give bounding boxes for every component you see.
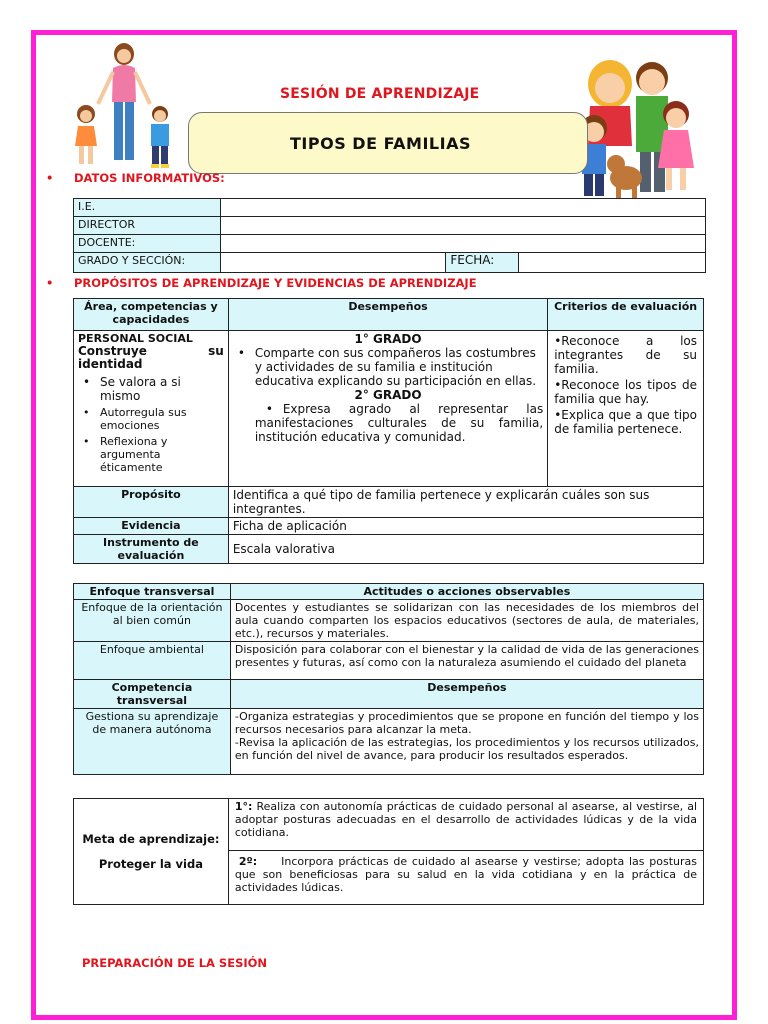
meta-grado1-text: Realiza con autonomía prácticas de cuidado personal al asearse, al vestirse, al adoptar posturas adecuadas en el desarrollo de actividades lúdicas y de la vida cotidiana. [234,800,697,839]
docente-value[interactable] [220,235,705,253]
desempeno-1: • Comparte con sus compañeros las costumbres y actividades de su familia e institución educativa explicando su participación en ellas. [233,346,543,388]
instrumento-value: Escala valorativa [228,535,703,564]
section-propositos-heading: • PROPÓSITOS DE APRENDIZAJE Y EVIDENCIAS DE APRENDIZAJE [46,276,477,290]
meta-label: Meta de aprendizaje: [82,831,220,846]
meta-grado1 [228,799,703,851]
meta-sublabel: Proteger la vida [98,856,203,871]
ie-label: I.E. [74,199,221,217]
header-desempenos-2: Desempeños [230,680,703,709]
instrumento-label: Instrumento de evaluación [74,535,229,564]
page-title: TIPOS DE FAMILIAS [290,134,471,153]
table-row [74,217,706,235]
table-row [74,199,706,217]
header-criterios: Criterios de evaluación [548,299,704,331]
grado2-heading: 2° GRADO [354,388,422,402]
meta-grado2 [228,851,703,905]
preparacion-heading: PREPARACIÓN DE LA SESIÓN [82,956,268,970]
table-row [74,331,704,487]
criterios-cell [548,331,704,487]
proposito-value: Identifica a qué tipo de familia pertenece y explicarán cuáles son sus integrantes. [228,487,703,518]
desempenos-cell [228,331,547,487]
table-row [74,584,704,600]
table-row [74,487,704,518]
table-row [74,709,704,775]
table-row [74,235,706,253]
datos-table [73,198,706,273]
desempeno-organiza: -Organiza estrategias y procedimientos que se propone en función del tiempo y los recursos necesarios para alcanzar la meta. [234,710,699,736]
grado-value[interactable] [220,253,446,273]
table-row [74,642,704,680]
mother-children-illustration [66,42,184,170]
enfoque-bien-comun: Enfoque de la orientación al bien común [74,600,231,642]
competencia-gestiona: Gestiona su aprendizaje de manera autónoma [74,709,231,775]
evidencia-value: Ficha de aplicación [228,518,703,535]
list-item: • Reflexiona y argumenta éticamente [78,435,224,474]
table-row [74,253,706,273]
list-item: • Autorregula sus emociones [78,406,224,432]
director-label: DIRECTOR [74,217,221,235]
section-propositos-label: PROPÓSITOS DE APRENDIZAJE Y EVIDENCIAS DE APRENDIZAJE [74,276,477,290]
enfoques-table [73,583,704,775]
meta-grado2-label: 2º: [238,855,258,868]
director-value[interactable] [220,217,705,235]
header-competencia: Competencia transversal [74,680,231,709]
meta-grado2-text: Incorpora prácticas de cuidado al asearse y vestirse; adopta las posturas que son beneficiosas para su salud en la vida cotidiana y en la práctica de actividades lúdicas. [234,855,697,894]
table-row [74,518,704,535]
enfoque-bien-comun-text: Docentes y estudiantes se solidarizan con las necesidades de los miembros del aula cuando comparten los espacios educativos (sectores de aula, de materiales, etc.), recursos y materiales. [230,600,703,642]
area-cell [74,331,229,487]
propositos-table [73,298,704,564]
criterio-3: •Explica que a que tipo de familia pertenece. [554,408,697,436]
ie-value[interactable] [220,199,705,217]
section-datos-label: DATOS INFORMATIVOS: [74,171,225,185]
meta-grado1-label: 1°: [234,800,253,813]
area-name: PERSONAL SOCIAL [78,332,193,345]
competencia-desempenos [230,709,703,775]
table-row [74,600,704,642]
criterio-2: •Reconoce los tipos de familia que hay. [554,378,697,406]
fecha-value[interactable] [519,253,706,273]
competencia-name: Construye su identidad [78,344,224,371]
header-desempenos: Desempeños [228,299,547,331]
evidencia-label: Evidencia [74,518,229,535]
enfoque-ambiental: Enfoque ambiental [74,642,231,680]
docente-label: DOCENTE: [74,235,221,253]
table-row [74,535,704,564]
table-row [74,680,704,709]
header-actitudes: Actitudes o acciones observables [230,584,703,600]
session-title: SESIÓN DE APRENDIZAJE [280,86,480,102]
header-area: Área, competencias y capacidades [74,299,229,331]
list-item: • Se valora a si mismo [78,375,224,403]
criterio-1: •Reconoce a los integrantes de su familia. [554,334,697,376]
grado1-heading: 1° GRADO [354,332,422,346]
meta-label-cell [74,799,229,905]
table-row [74,299,704,331]
table-row [74,799,704,851]
proposito-label: Propósito [74,487,229,518]
meta-table [73,798,704,905]
header-enfoque: Enfoque transversal [74,584,231,600]
section-datos-heading: • DATOS INFORMATIVOS: [46,171,225,185]
enfoque-ambiental-text: Disposición para colaborar con el bienestar y la calidad de vida de las generaciones presentes y futuras, así como con la naturaleza asumiendo el cuidado del planeta [230,642,703,680]
grado-label: GRADO Y SECCIÓN: [74,253,221,273]
desempeno-2: • Expresa agrado al representar las manifestaciones culturales de su familia, institución educativa y comunidad. [233,402,543,444]
fecha-label: FECHA: [446,253,519,273]
capacidades-list [78,375,224,474]
desempeno-revisa: -Revisa la aplicación de las estrategias, los procedimientos y los recursos utilizados, en función del nivel de avance, para producir los resultados esperados. [234,736,699,762]
